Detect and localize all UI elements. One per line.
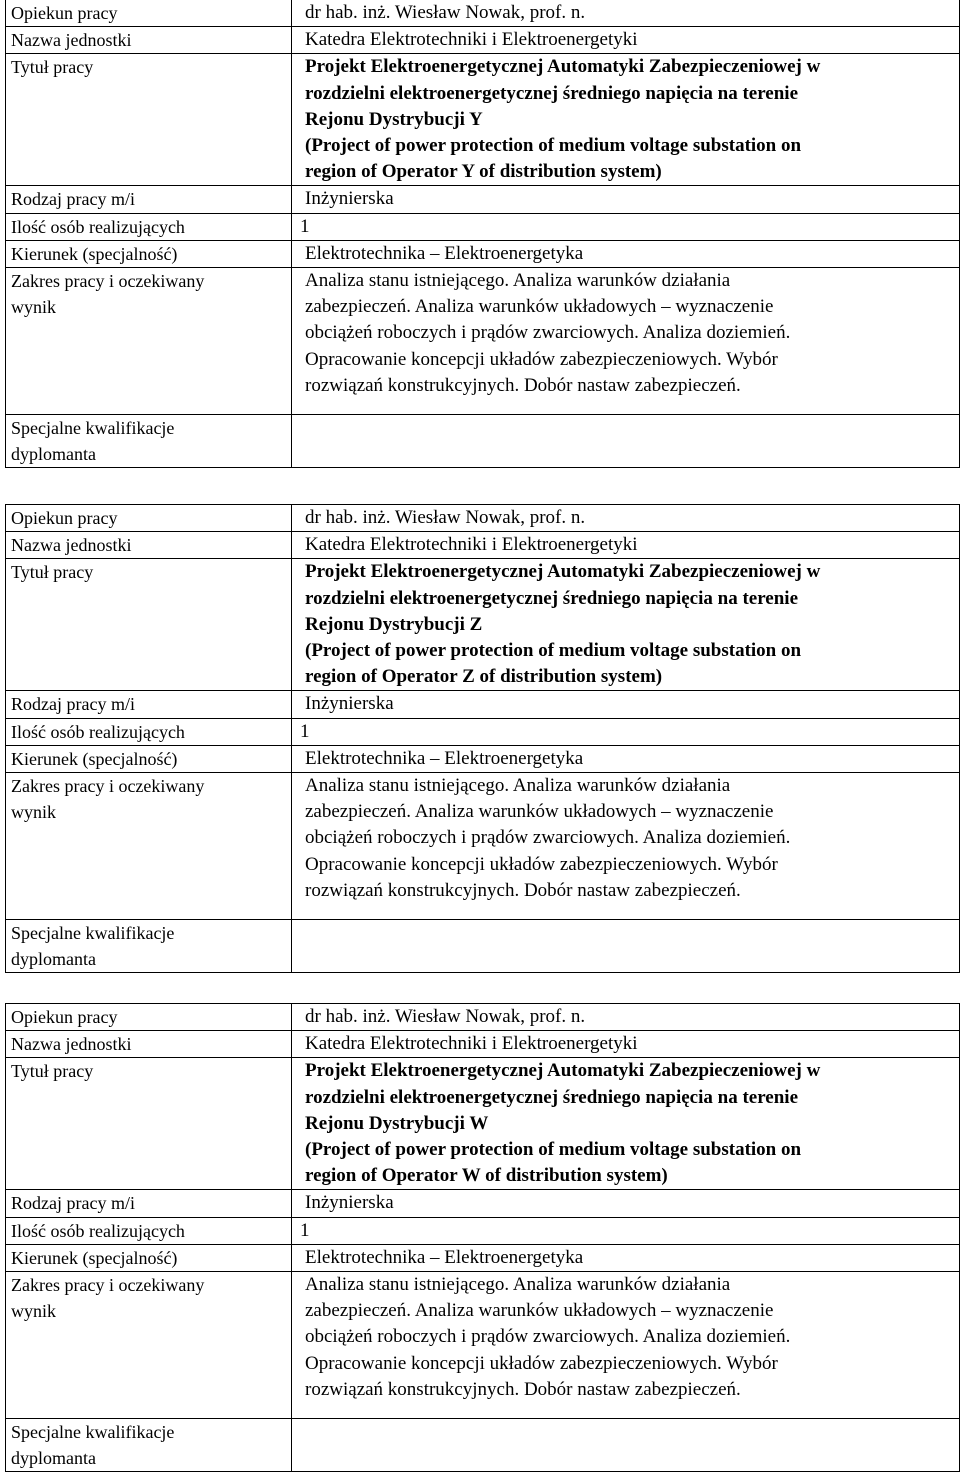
label-qualifications-line: dyplomanta <box>11 949 96 970</box>
unit-value: Katedra Elektrotechniki i Elektroenergetyki <box>292 532 960 559</box>
row-scope <box>6 268 960 415</box>
label-qualifications-line: dyplomanta <box>11 444 96 465</box>
label-scope-line: wynik <box>11 1301 56 1322</box>
row-supervisor <box>6 505 960 532</box>
count-value: 1 <box>292 1217 960 1244</box>
thesis-table-1 <box>5 0 960 468</box>
label-qualifications-line: Specjalne kwalifikacje <box>11 1422 175 1443</box>
label-direction: Kierunek (specjalność) <box>6 240 292 267</box>
label-scope-line: wynik <box>11 297 56 318</box>
title-line: Rejonu Dystrybucji W <box>305 1112 489 1134</box>
count-value: 1 <box>292 213 960 240</box>
title-line: rozdzielni elektroenergetycznej średniego napięcia na terenie <box>305 1086 799 1108</box>
row-qualifications <box>6 920 960 973</box>
scope-value <box>292 268 960 415</box>
scope-line: zabezpieczeń. Analiza warunków układowych – wyznaczenie <box>305 1300 774 1322</box>
scope-line: Analiza stanu istniejącego. Analiza warunków działania <box>305 270 731 292</box>
qualifications-value <box>292 920 960 973</box>
qualifications-value <box>292 1419 960 1472</box>
title-line: Rejonu Dystrybucji Y <box>305 108 483 130</box>
row-supervisor <box>6 1004 960 1031</box>
count-value: 1 <box>292 718 960 745</box>
unit-value: Katedra Elektrotechniki i Elektroenergetyki <box>292 1031 960 1058</box>
title-line: Projekt Elektroenergetycznej Automatyki Zabezpieczeniowej w <box>305 561 821 583</box>
direction-value: Elektrotechnika – Elektroenergetyka <box>292 240 960 267</box>
scope-line: Opracowanie koncepcji układów zabezpieczeniowych. Wybór <box>305 853 778 875</box>
scope-line: obciążeń roboczych i prądów zwarciowych. Analiza doziemień. <box>305 1326 791 1348</box>
label-qualifications <box>6 1419 292 1472</box>
qualifications-value <box>292 415 960 468</box>
row-unit <box>6 1031 960 1058</box>
scope-line: obciążeń roboczych i prądów zwarciowych. Analiza doziemień. <box>305 322 791 344</box>
row-direction <box>6 1244 960 1271</box>
label-supervisor: Opiekun pracy <box>6 0 292 27</box>
title-line: (Project of power protection of medium voltage substation on <box>305 1139 802 1161</box>
label-direction: Kierunek (specjalność) <box>6 1244 292 1271</box>
label-unit: Nazwa jednostki <box>6 27 292 54</box>
scope-line: zabezpieczeń. Analiza warunków układowych – wyznaczenie <box>305 801 774 823</box>
label-scope <box>6 268 292 415</box>
label-qualifications <box>6 920 292 973</box>
row-direction <box>6 745 960 772</box>
row-count <box>6 1217 960 1244</box>
label-title: Tytuł pracy <box>6 54 292 186</box>
type-value: Inżynierska <box>292 691 960 718</box>
label-supervisor: Opiekun pracy <box>6 1004 292 1031</box>
row-scope <box>6 1272 960 1419</box>
scope-line: zabezpieczeń. Analiza warunków układowych – wyznaczenie <box>305 296 774 318</box>
label-qualifications-line: Specjalne kwalifikacje <box>11 418 175 439</box>
label-title: Tytuł pracy <box>6 559 292 691</box>
scope-line: obciążeń roboczych i prądów zwarciowych. Analiza doziemień. <box>305 827 791 849</box>
label-title: Tytuł pracy <box>6 1058 292 1190</box>
row-type <box>6 1190 960 1217</box>
label-direction: Kierunek (specjalność) <box>6 745 292 772</box>
row-supervisor <box>6 0 960 27</box>
label-count: Ilość osób realizujących <box>6 718 292 745</box>
unit-value: Katedra Elektrotechniki i Elektroenergetyki <box>292 27 960 54</box>
scope-line: Analiza stanu istniejącego. Analiza warunków działania <box>305 775 731 797</box>
type-value: Inżynierska <box>292 1190 960 1217</box>
title-value <box>292 559 960 691</box>
title-line: Projekt Elektroenergetycznej Automatyki Zabezpieczeniowej w <box>305 56 821 78</box>
supervisor-value: dr hab. inż. Wiesław Nowak, prof. n. <box>292 505 960 532</box>
row-direction <box>6 240 960 267</box>
label-count: Ilość osób realizujących <box>6 213 292 240</box>
scope-value <box>292 1272 960 1419</box>
label-type: Rodzaj pracy m/i <box>6 1190 292 1217</box>
title-line: Rejonu Dystrybucji Z <box>305 613 483 635</box>
scope-line: Opracowanie koncepcji układów zabezpieczeniowych. Wybór <box>305 348 778 370</box>
label-scope <box>6 773 292 920</box>
label-supervisor: Opiekun pracy <box>6 505 292 532</box>
label-scope-line: Zakres pracy i oczekiwany <box>11 776 205 797</box>
direction-value: Elektrotechnika – Elektroenergetyka <box>292 1244 960 1271</box>
type-value: Inżynierska <box>292 186 960 213</box>
label-count: Ilość osób realizujących <box>6 1217 292 1244</box>
row-title <box>6 54 960 186</box>
label-scope-line: Zakres pracy i oczekiwany <box>11 271 205 292</box>
title-line: (Project of power protection of medium voltage substation on <box>305 135 802 157</box>
label-unit: Nazwa jednostki <box>6 1031 292 1058</box>
scope-line: rozwiązań konstrukcyjnych. Dobór nastaw zabezpieczeń. <box>305 1378 741 1400</box>
title-line: rozdzielni elektroenergetycznej średniego napięcia na terenie <box>305 587 799 609</box>
label-qualifications <box>6 415 292 468</box>
title-line: region of Operator W of distribution system) <box>305 1165 668 1187</box>
scope-value <box>292 773 960 920</box>
row-type <box>6 186 960 213</box>
supervisor-value: dr hab. inż. Wiesław Nowak, prof. n. <box>292 0 960 27</box>
direction-value: Elektrotechnika – Elektroenergetyka <box>292 745 960 772</box>
row-scope <box>6 773 960 920</box>
row-qualifications <box>6 415 960 468</box>
scope-line: rozwiązań konstrukcyjnych. Dobór nastaw zabezpieczeń. <box>305 374 741 396</box>
row-count <box>6 718 960 745</box>
title-line: rozdzielni elektroenergetycznej średniego napięcia na terenie <box>305 82 799 104</box>
label-qualifications-line: Specjalne kwalifikacje <box>11 923 175 944</box>
thesis-table-3 <box>5 1003 960 1472</box>
row-count <box>6 213 960 240</box>
title-line: Projekt Elektroenergetycznej Automatyki Zabezpieczeniowej w <box>305 1060 821 1082</box>
row-unit <box>6 532 960 559</box>
label-scope <box>6 1272 292 1419</box>
title-value <box>292 54 960 186</box>
row-title <box>6 1058 960 1190</box>
label-scope-line: Zakres pracy i oczekiwany <box>11 1275 205 1296</box>
title-line: region of Operator Z of distribution system) <box>305 666 663 688</box>
title-line: (Project of power protection of medium voltage substation on <box>305 640 802 662</box>
label-qualifications-line: dyplomanta <box>11 1448 96 1469</box>
label-scope-line: wynik <box>11 802 56 823</box>
row-title <box>6 559 960 691</box>
label-type: Rodzaj pracy m/i <box>6 186 292 213</box>
scope-line: Analiza stanu istniejącego. Analiza warunków działania <box>305 1274 731 1296</box>
thesis-table-2 <box>5 504 960 973</box>
scope-line: Opracowanie koncepcji układów zabezpieczeniowych. Wybór <box>305 1352 778 1374</box>
scope-line: rozwiązań konstrukcyjnych. Dobór nastaw zabezpieczeń. <box>305 879 741 901</box>
label-type: Rodzaj pracy m/i <box>6 691 292 718</box>
row-unit <box>6 27 960 54</box>
row-qualifications <box>6 1419 960 1472</box>
supervisor-value: dr hab. inż. Wiesław Nowak, prof. n. <box>292 1004 960 1031</box>
label-unit: Nazwa jednostki <box>6 532 292 559</box>
title-value <box>292 1058 960 1190</box>
title-line: region of Operator Y of distribution system) <box>305 161 662 183</box>
row-type <box>6 691 960 718</box>
